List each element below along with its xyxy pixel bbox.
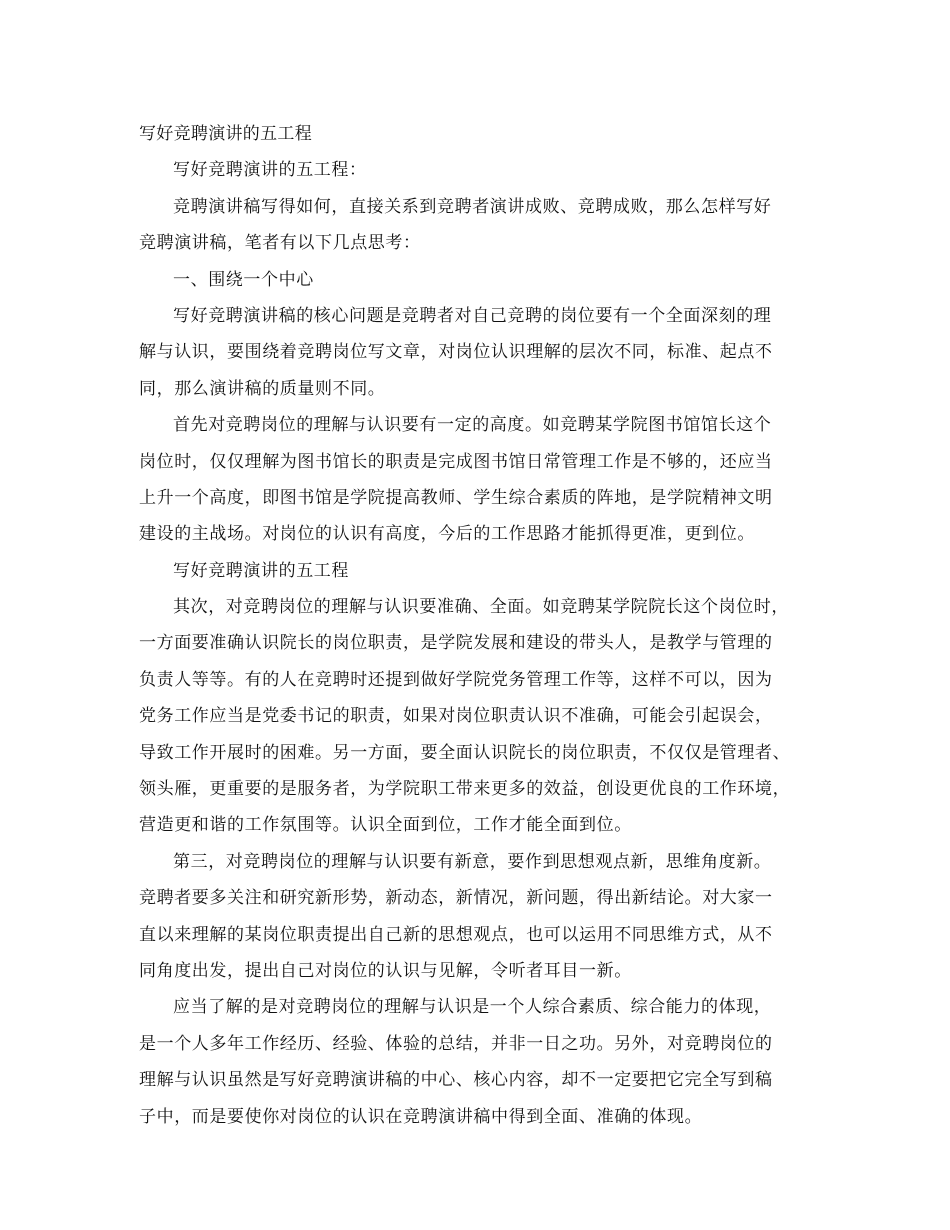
document-body (139, 116, 811, 1135)
section-heading: 写好竞聘演讲的五工程 (173, 560, 349, 581)
paragraph-line: 理解与认识虽然是写好竞聘演讲稿的中心、核心内容，却不一定要把它完全写到稿 (139, 1070, 773, 1091)
paragraph-line: 导致工作开展时的困难。另一方面，要全面认识院长的岗位职责，不仅仅是管理者、 (139, 742, 791, 763)
paragraph-line: 首先对竞聘岗位的理解与认识要有一定的高度。如竞聘某学院图书馆馆长这个 (173, 415, 772, 436)
paragraph-line: 第三，对竞聘岗位的理解与认识要有新意，要作到思想观点新，思维角度新。 (173, 851, 772, 872)
paragraph-line: 解与认识，要围绕着竞聘岗位写文章，对岗位认识理解的层次不同，标准、起点不 (139, 342, 773, 363)
paragraph-line: 写好竞聘演讲的五工程： (173, 160, 367, 181)
paragraph-line: 营造更和谐的工作氛围等。认识全面到位，工作才能全面到位。 (139, 815, 632, 836)
paragraph-line: 子中，而是要使你对岗位的认识在竞聘演讲稿中得到全面、准确的体现。 (139, 1106, 703, 1127)
paragraph-line: 其次，对竞聘岗位的理解与认识要准确、全面。如竞聘某学院院长这个岗位时， (173, 597, 789, 618)
paragraph-line: 负责人等等。有的人在竞聘时还提到做好学院党务管理工作等，这样不可以，因为 (139, 669, 773, 690)
paragraph-line: 领头雁，更重要的是服务者，为学院职工带来更多的效益，创设更优良的工作环境， (139, 779, 791, 800)
paragraph-line: 竞聘演讲稿写得如何，直接关系到竞聘者演讲成败、竞聘成败，那么怎样写好 (173, 196, 772, 217)
paragraph-line: 竞聘演讲稿，笔者有以下几点思考： (139, 233, 421, 254)
paragraph-line: 建设的主战场。对岗位的认识有高度，今后的工作思路才能抓得更准，更到位。 (139, 524, 755, 545)
paragraph-line: 党务工作应当是党委书记的职责，如果对岗位职责认识不准确，可能会引起误会， (139, 706, 773, 727)
paragraph-line: 同角度出发，提出自己对岗位的认识与见解，令听者耳目一新。 (139, 960, 632, 981)
document-title: 写好竞聘演讲的五工程 (139, 124, 312, 144)
paragraph-line: 应当了解的是对竞聘岗位的理解与认识是一个人综合素质、综合能力的体现， (173, 997, 772, 1018)
paragraph-line: 同，那么演讲稿的质量则不同。 (139, 378, 386, 399)
paragraph-line: 写好竞聘演讲稿的核心问题是竞聘者对自己竞聘的岗位要有一个全面深刻的理 (173, 305, 772, 326)
paragraph-line: 直以来理解的某岗位职责提出自己新的思想观点，也可以运用不同思维方式，从不 (139, 924, 773, 945)
paragraph-line: 是一个人多年工作经历、经验、体验的总结，并非一日之功。另外，对竞聘岗位的 (139, 1033, 773, 1054)
paragraph-line: 上升一个高度，即图书馆是学院提高教师、学生综合素质的阵地，是学院精神文明 (139, 487, 773, 508)
paragraph-line: 竞聘者要多关注和研究新形势，新动态，新情况，新问题，得出新结论。对大家一 (139, 888, 773, 909)
section-heading: 一、围绕一个中心 (173, 269, 314, 290)
paragraph-line: 一方面要准确认识院长的岗位职责，是学院发展和建设的带头人，是教学与管理的 (139, 633, 773, 654)
paragraph-line: 岗位时，仅仅理解为图书馆长的职责是完成图书馆日常管理工作是不够的，还应当 (139, 451, 773, 472)
